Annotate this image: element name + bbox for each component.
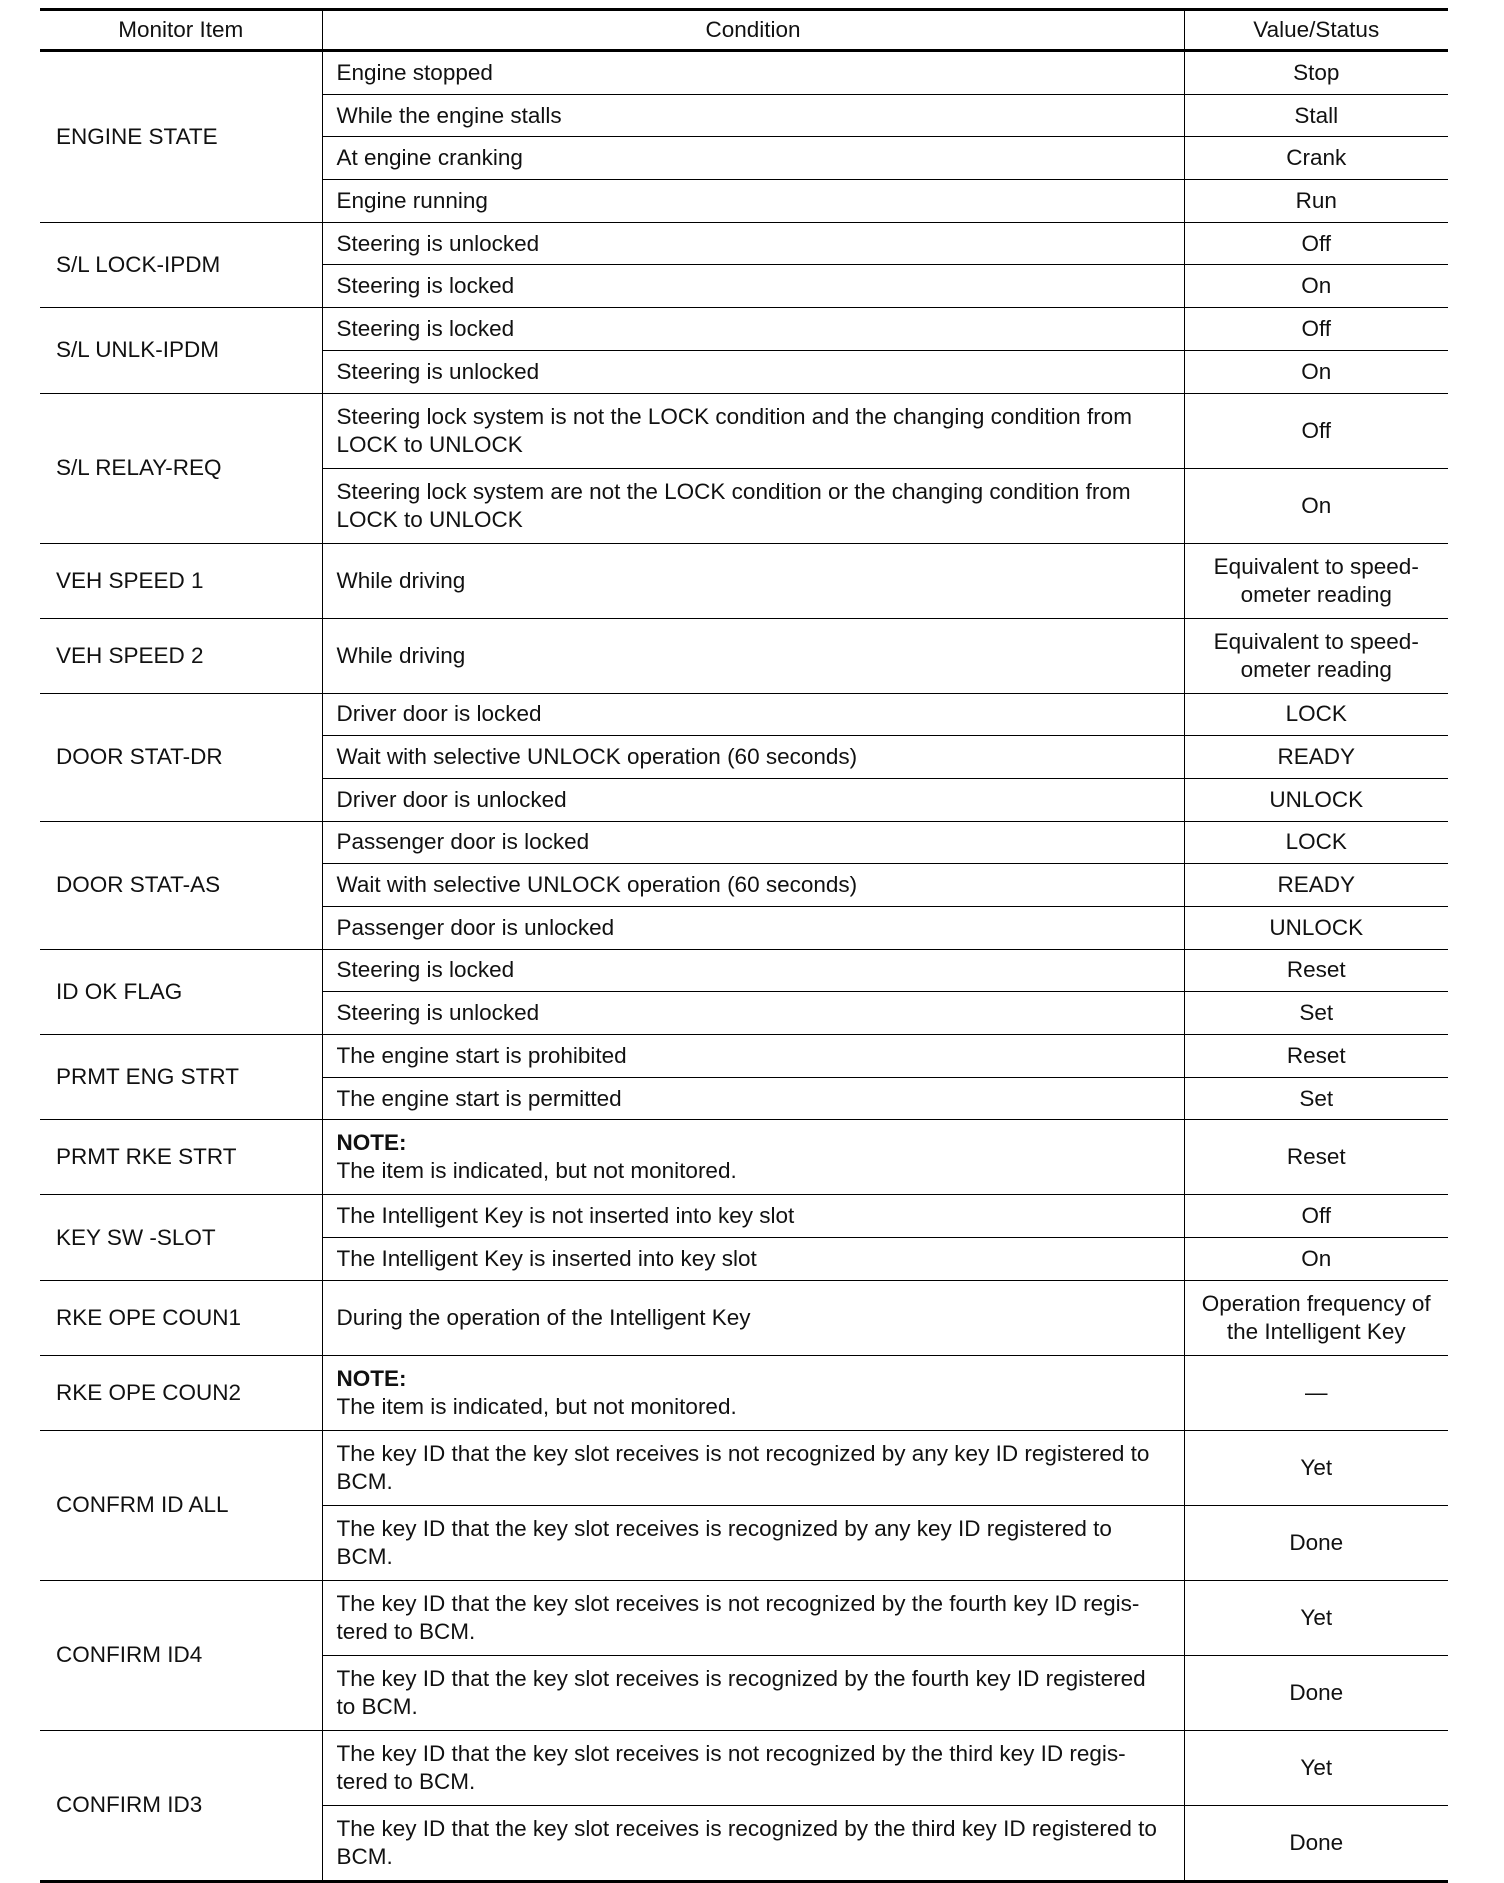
table-row [40, 1120, 1448, 1195]
condition-cell [322, 1355, 1184, 1430]
header-condition: Condition [322, 10, 1184, 51]
condition-cell: Wait with selective UNLOCK operation (60 seconds) [322, 736, 1184, 779]
value-cell: On [1184, 468, 1448, 543]
condition-cell: Steering is unlocked [322, 350, 1184, 393]
table-row [40, 308, 1448, 351]
monitor-item-cell: CONFRM ID ALL [40, 1430, 322, 1580]
condition-cell: Passenger door is locked [322, 821, 1184, 864]
condition-cell: Steering lock system are not the LOCK condition or the changing condition from LOCK to UNLOCK [322, 468, 1184, 543]
condition-cell: The key ID that the key slot receives is recognized by any key ID registered to BCM. [322, 1505, 1184, 1580]
monitor-item-cell: VEH SPEED 1 [40, 543, 322, 618]
header-value-status: Value/Status [1184, 10, 1448, 51]
table-row [40, 949, 1448, 992]
header-monitor-item: Monitor Item [40, 10, 322, 51]
value-cell: Yet [1184, 1730, 1448, 1805]
table-row [40, 393, 1448, 468]
condition-cell: Engine stopped [322, 51, 1184, 95]
value-cell: READY [1184, 736, 1448, 779]
monitor-item-cell: ID OK FLAG [40, 949, 322, 1034]
monitor-item-cell: VEH SPEED 2 [40, 618, 322, 693]
table-row [40, 693, 1448, 736]
value-cell: UNLOCK [1184, 778, 1448, 821]
table-row [40, 821, 1448, 864]
value-cell: Reset [1184, 1035, 1448, 1078]
condition-cell: Steering is locked [322, 949, 1184, 992]
value-cell: Operation frequency of the Intelligent Key [1184, 1280, 1448, 1355]
monitor-table [40, 8, 1448, 1883]
condition-cell: The Intelligent Key is not inserted into key slot [322, 1195, 1184, 1238]
value-cell: Done [1184, 1655, 1448, 1730]
value-cell: Off [1184, 222, 1448, 265]
value-cell: Crank [1184, 137, 1448, 180]
condition-cell: Passenger door is unlocked [322, 906, 1184, 949]
value-cell: On [1184, 350, 1448, 393]
value-cell: Reset [1184, 1120, 1448, 1195]
value-cell: On [1184, 1238, 1448, 1281]
condition-cell: Steering is unlocked [322, 992, 1184, 1035]
note-label: NOTE: [336, 1365, 407, 1391]
condition-cell: Driver door is locked [322, 693, 1184, 736]
condition-cell: Driver door is unlocked [322, 778, 1184, 821]
condition-cell: Steering lock system is not the LOCK condition and the changing condition from LOCK to UNLOCK [322, 393, 1184, 468]
condition-cell [322, 1120, 1184, 1195]
monitor-item-cell: RKE OPE COUN1 [40, 1280, 322, 1355]
value-cell: Off [1184, 308, 1448, 351]
table-row [40, 1035, 1448, 1078]
value-cell: Done [1184, 1505, 1448, 1580]
table-row [40, 1580, 1448, 1655]
page [40, 8, 1448, 1883]
value-cell: Stall [1184, 94, 1448, 137]
condition-cell: During the operation of the Intelligent Key [322, 1280, 1184, 1355]
condition-cell: The Intelligent Key is inserted into key slot [322, 1238, 1184, 1281]
condition-cell: The key ID that the key slot receives is not recognized by any key ID registered to BCM. [322, 1430, 1184, 1505]
value-cell: Run [1184, 180, 1448, 223]
value-cell: Off [1184, 393, 1448, 468]
condition-cell: The key ID that the key slot receives is recognized by the third key ID registered to BCM. [322, 1805, 1184, 1881]
value-cell: Equivalent to speed-ometer reading [1184, 618, 1448, 693]
condition-cell: The key ID that the key slot receives is not recognized by the fourth key ID regis-tered to BCM. [322, 1580, 1184, 1655]
note-label: NOTE: [336, 1130, 407, 1156]
condition-cell: Steering is locked [322, 308, 1184, 351]
value-cell: Set [1184, 1077, 1448, 1120]
condition-cell: Steering is locked [322, 265, 1184, 308]
condition-cell: The engine start is prohibited [322, 1035, 1184, 1078]
value-cell: Done [1184, 1805, 1448, 1881]
condition-cell: Engine running [322, 180, 1184, 223]
table-header-row [40, 10, 1448, 51]
monitor-item-cell: S/L LOCK-IPDM [40, 222, 322, 307]
value-cell: UNLOCK [1184, 906, 1448, 949]
monitor-item-cell: ENGINE STATE [40, 51, 322, 223]
monitor-item-cell: S/L RELAY-REQ [40, 393, 322, 543]
condition-cell: While the engine stalls [322, 94, 1184, 137]
condition-cell: Steering is unlocked [322, 222, 1184, 265]
condition-cell: While driving [322, 543, 1184, 618]
monitor-item-cell: PRMT ENG STRT [40, 1035, 322, 1120]
note-text: The item is indicated, but not monitored. [336, 1393, 737, 1419]
table-row [40, 1195, 1448, 1238]
table-row [40, 1730, 1448, 1805]
value-cell: Reset [1184, 949, 1448, 992]
condition-cell: The key ID that the key slot receives is recognized by the fourth key ID registered to BCM. [322, 1655, 1184, 1730]
value-cell: Stop [1184, 51, 1448, 95]
table-row [40, 543, 1448, 618]
value-cell: Yet [1184, 1580, 1448, 1655]
value-cell: LOCK [1184, 821, 1448, 864]
monitor-item-cell: PRMT RKE STRT [40, 1120, 322, 1195]
value-cell: Set [1184, 992, 1448, 1035]
monitor-item-cell: DOOR STAT-AS [40, 821, 322, 949]
value-cell: LOCK [1184, 693, 1448, 736]
monitor-item-cell: KEY SW -SLOT [40, 1195, 322, 1280]
monitor-item-cell: DOOR STAT-DR [40, 693, 322, 821]
table-row [40, 222, 1448, 265]
table-row [40, 1430, 1448, 1505]
value-cell: Off [1184, 1195, 1448, 1238]
value-cell: Equivalent to speed-ometer reading [1184, 543, 1448, 618]
monitor-item-cell: S/L UNLK-IPDM [40, 308, 322, 393]
monitor-item-cell: RKE OPE COUN2 [40, 1355, 322, 1430]
value-cell: On [1184, 265, 1448, 308]
value-cell: — [1184, 1355, 1448, 1430]
table-row [40, 1280, 1448, 1355]
monitor-item-cell: CONFIRM ID3 [40, 1730, 322, 1881]
condition-cell: The key ID that the key slot receives is not recognized by the third key ID regis-tered to BCM. [322, 1730, 1184, 1805]
monitor-item-cell: CONFIRM ID4 [40, 1580, 322, 1730]
note-text: The item is indicated, but not monitored. [336, 1158, 737, 1184]
table-row [40, 618, 1448, 693]
value-cell: Yet [1184, 1430, 1448, 1505]
condition-cell: At engine cranking [322, 137, 1184, 180]
condition-cell: Wait with selective UNLOCK operation (60 seconds) [322, 864, 1184, 907]
condition-cell: While driving [322, 618, 1184, 693]
condition-cell: The engine start is permitted [322, 1077, 1184, 1120]
value-cell: READY [1184, 864, 1448, 907]
table-row [40, 1355, 1448, 1430]
table-row [40, 51, 1448, 95]
